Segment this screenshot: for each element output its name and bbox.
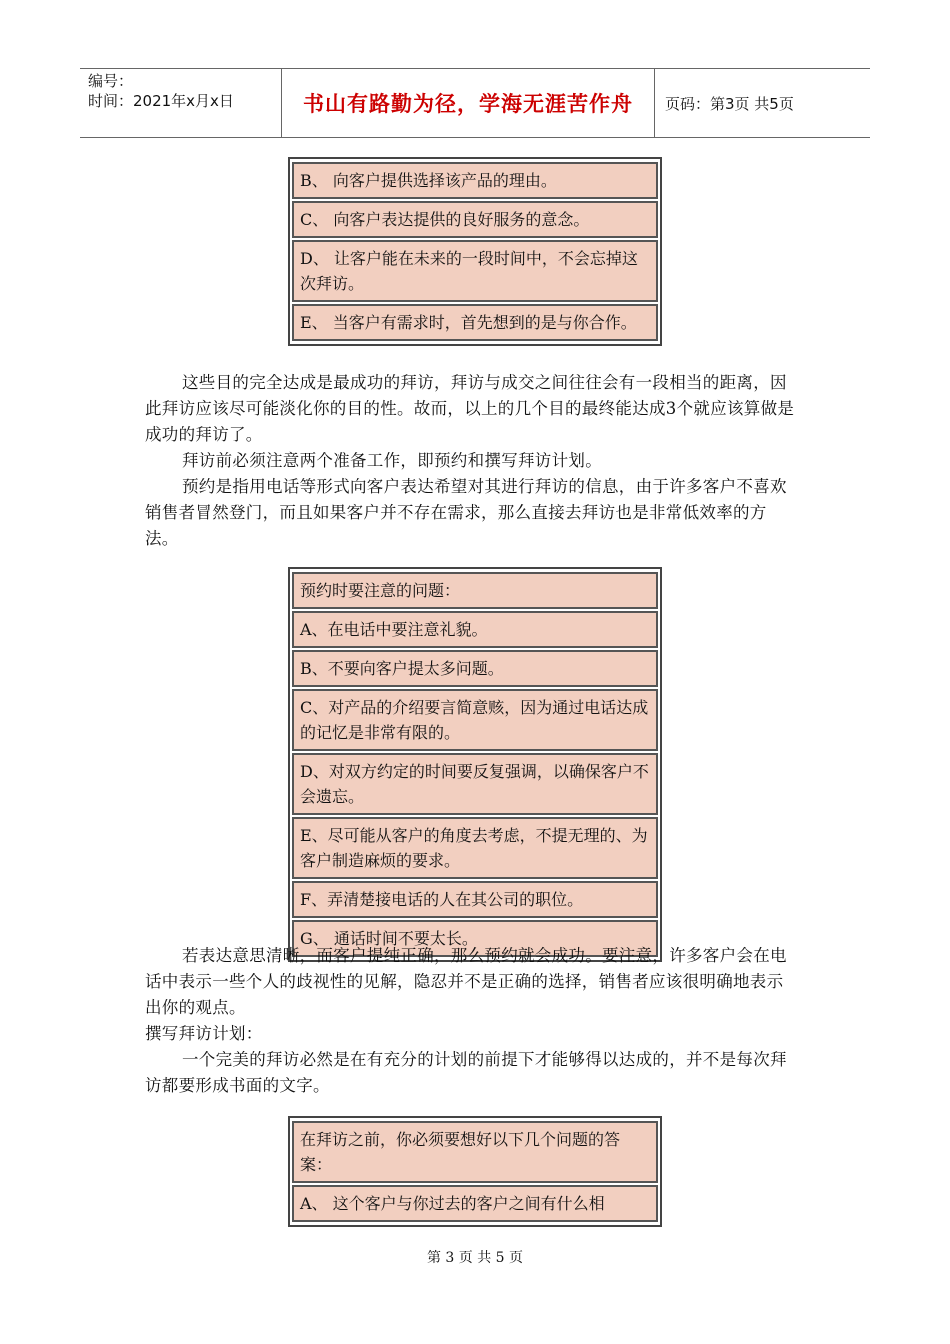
box-item: D、对双方约定的时间要反复强调，以确保客户不会遗忘。 [292, 753, 658, 815]
box-item: B、 向客户提供选择该产品的理由。 [292, 162, 658, 199]
page-header [80, 68, 870, 138]
paragraph: 这些目的完全达成是最成功的拜访，拜访与成交之间往往会有一段相当的距离，因此拜访应该尽可能淡化你的目的性。故而，以上的几个目的最终能达成3个就应该算做是成功的拜访了。 [145, 373, 795, 444]
box-item: F、弄清楚接电话的人在其公司的职位。 [292, 881, 658, 918]
paragraph: 预约是指用电话等形式向客户表达希望对其进行拜访的信息，由于许多客户不喜欢销售者冒然登门，而且如果客户并不存在需求，那么直接去拜访也是非常低效率的方法。 [145, 477, 787, 548]
purpose-box [288, 157, 662, 346]
paragraph: 若表达意思清晰，而客户提纯正确，那么预约就会成功。要注意，许多客户会在电话中表示一些个人的歧视性的见解，隐忍并不是正确的选择，销售者应该很明确地表示出你的观点。 [145, 946, 787, 1017]
date-label: 时间：2021年x月x日 [88, 92, 234, 110]
appointment-box [288, 567, 662, 962]
header-meta [80, 69, 282, 137]
header-page-label: 页码：第3页 共5页 [665, 94, 794, 113]
page-footer: 第 3 页 共 5 页 [426, 1250, 524, 1266]
box-heading: 预约时要注意的问题： [292, 572, 658, 609]
body-section-1 [145, 370, 800, 552]
box-item: E、尽可能从客户的角度去考虑，不提无理的、为客户制造麻烦的要求。 [292, 817, 658, 879]
box-heading: 在拜访之前，你必须要想好以下几个问题的答案： [292, 1121, 658, 1183]
paragraph: 一个完美的拜访必然是在有充分的计划的前提下才能够得以达成的，并不是每次拜访都要形成书面的文字。 [145, 1050, 787, 1095]
box-item: G、 通话时间不要太长。 [292, 920, 658, 957]
box-item: C、 向客户表达提供的良好服务的意念。 [292, 201, 658, 238]
paragraph: 拜访前必须注意两个准备工作，即预约和撰写拜访计划。 [182, 451, 602, 470]
plan-box [288, 1116, 662, 1227]
box-item: E、 当客户有需求时，首先想到的是与你合作。 [292, 304, 658, 341]
number-label: 编号： [88, 72, 134, 90]
box-item: A、在电话中要注意礼貌。 [292, 611, 658, 648]
body-section-2 [145, 943, 800, 1099]
box-item: A、 这个客户与你过去的客户之间有什么相 [292, 1185, 658, 1222]
header-motto: 书山有路勤为径，学海无涯苦作舟 [282, 69, 655, 137]
box-item: C、对产品的介绍要言简意赅，因为通过电话达成的记忆是非常有限的。 [292, 689, 658, 751]
section-heading: 撰写拜访计划： [145, 1024, 263, 1043]
box-item: D、 让客户能在未来的一段时间中，不会忘掉这次拜访。 [292, 240, 658, 302]
box-item: B、不要向客户提太多问题。 [292, 650, 658, 687]
